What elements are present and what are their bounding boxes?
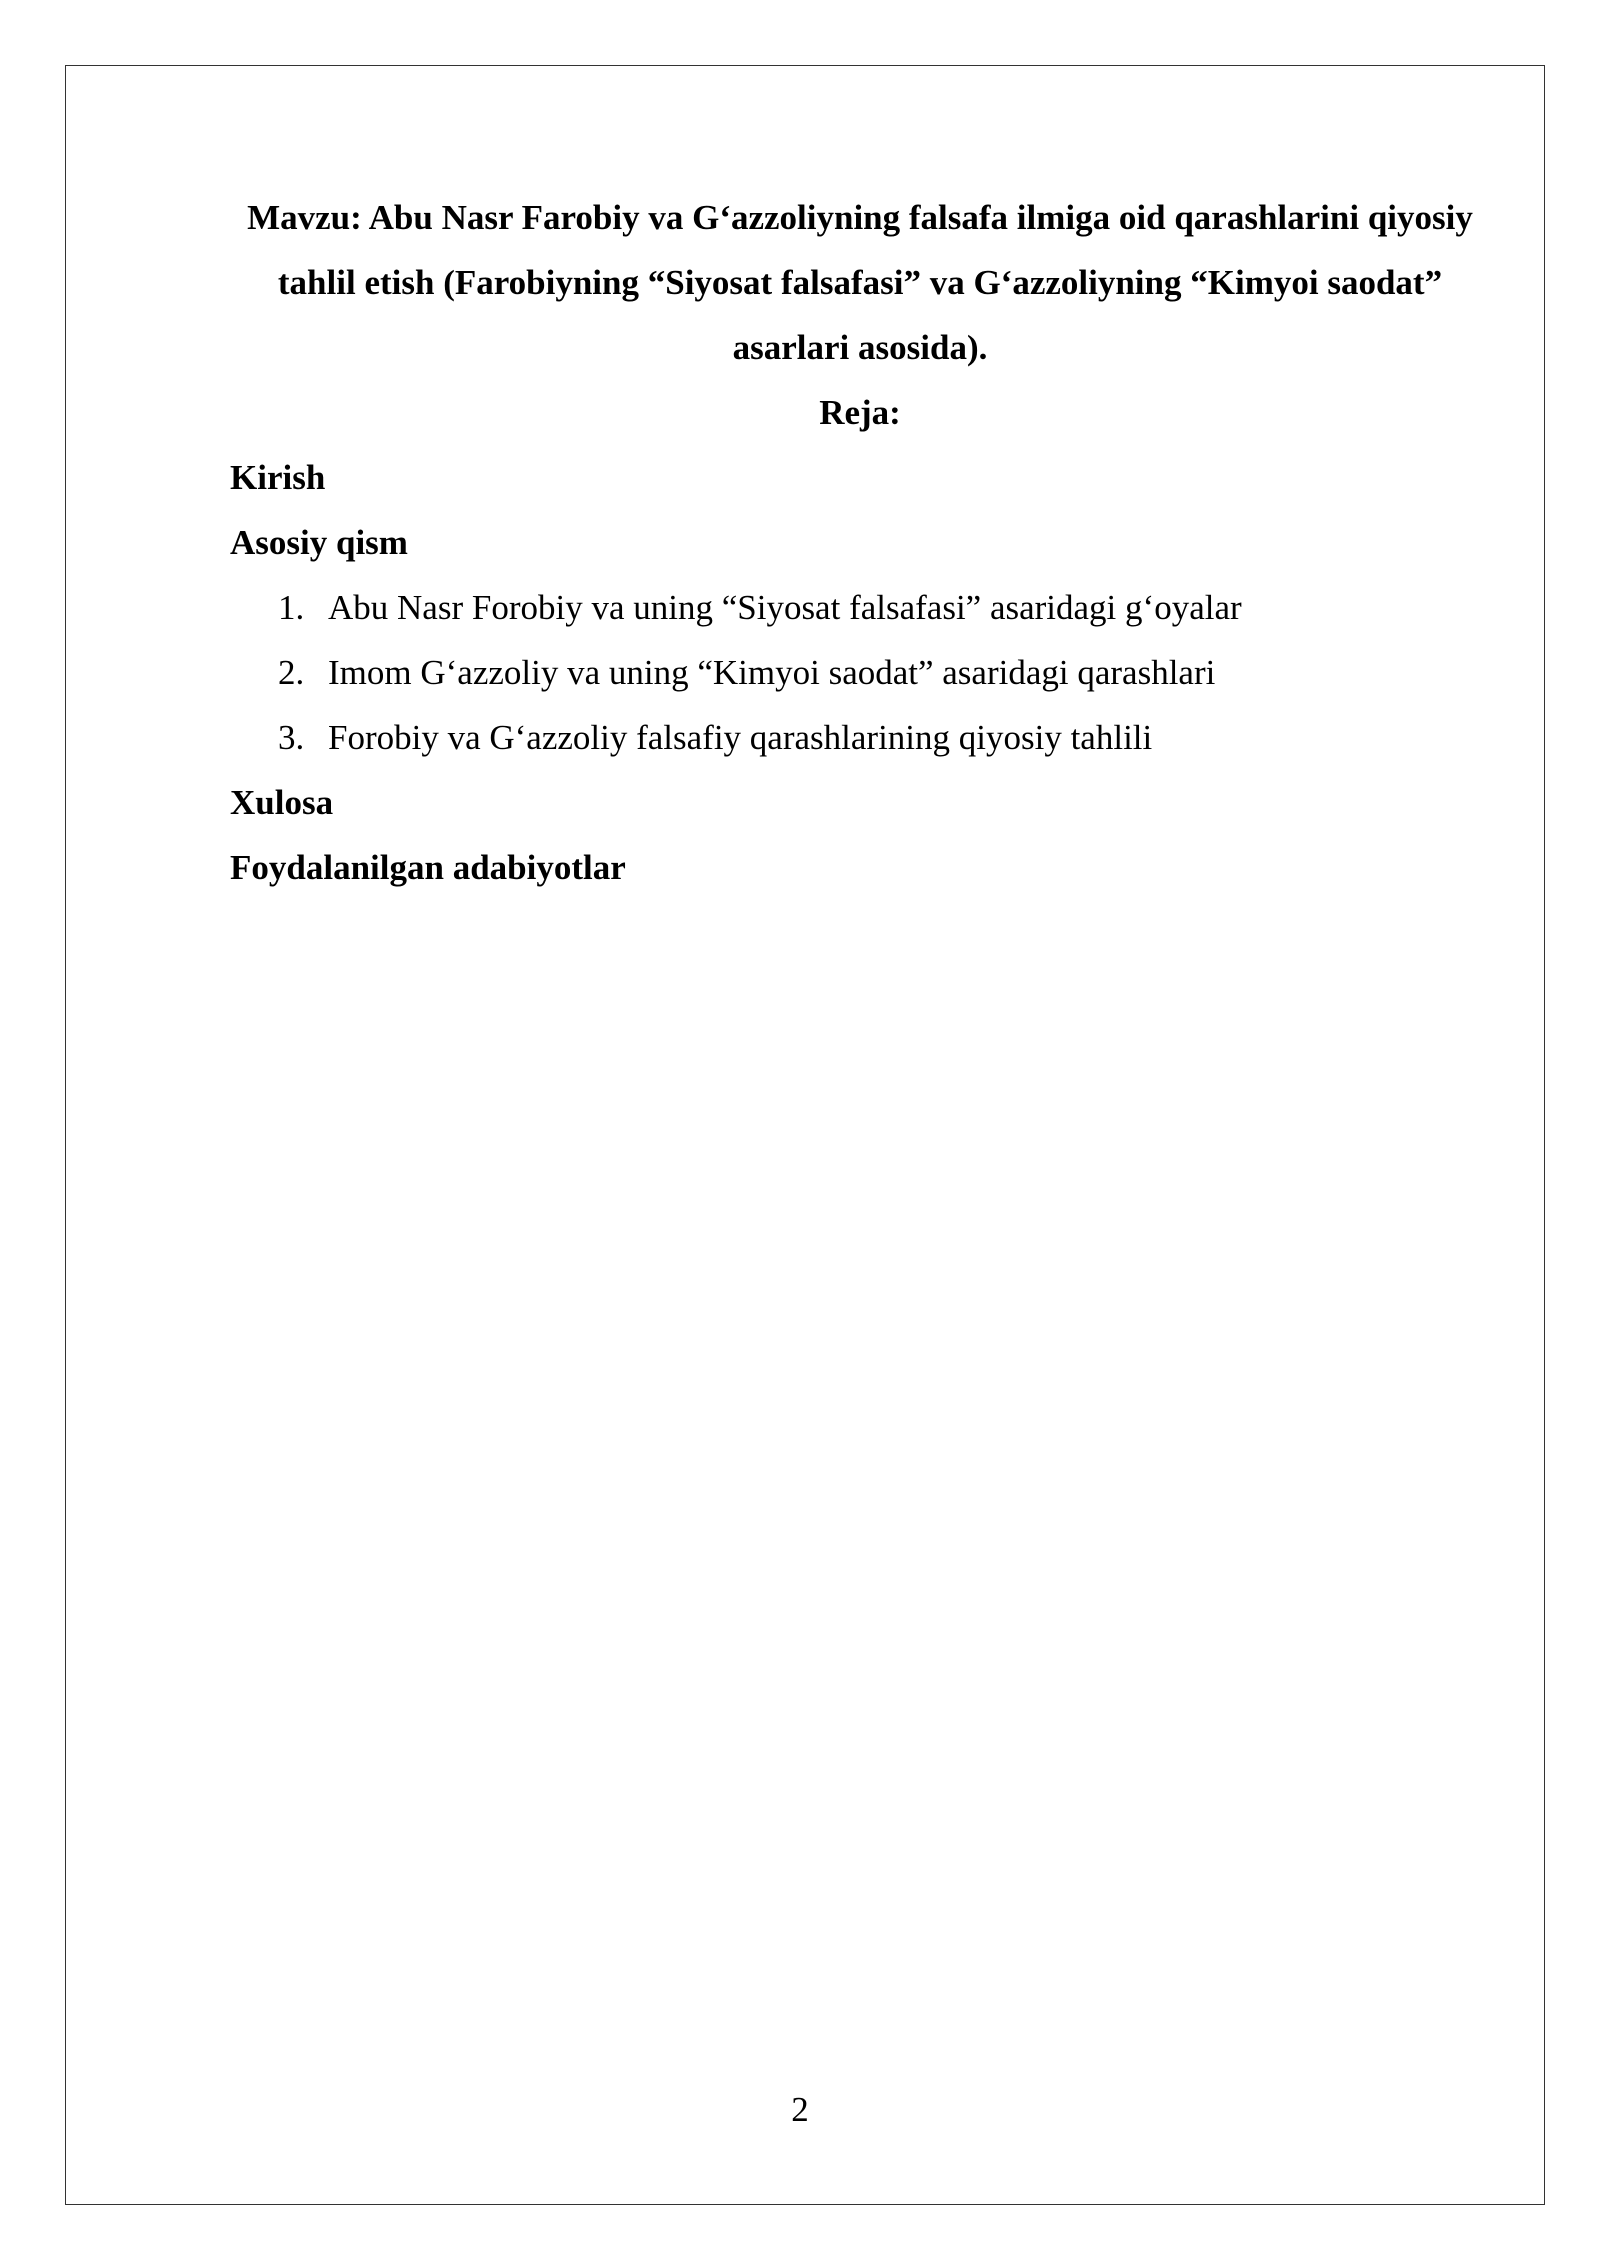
- section-conclusion: Xulosa: [230, 783, 334, 822]
- list-item-text: Imom G‘azzoliy va uning “Kimyoi saodat” asaridagi qarashlari: [328, 653, 1216, 692]
- list-item: [230, 575, 1490, 640]
- section-main-part: Asosiy qism: [230, 523, 408, 562]
- list-item-number: 1.: [278, 588, 305, 627]
- page-number: 2: [791, 2090, 809, 2129]
- list-item-text: Abu Nasr Forobiy va uning “Siyosat falsafasi” asaridagi g‘oyalar: [328, 588, 1242, 627]
- list-item-number: 3.: [278, 718, 305, 757]
- section-intro: Kirish: [230, 458, 326, 497]
- list-item-text: Forobiy va G‘azzoliy falsafiy qarashlarining qiyosiy tahlili: [328, 718, 1153, 757]
- document-body: [230, 185, 1490, 900]
- document-title: Mavzu: Abu Nasr Farobiy va G‘azzoliyning falsafa ilmiga oid qarashlarini qiyosiy tahlil etish (Farobiyning “Siyosat falsafasi” va G‘azzoliyning “Kimyoi saodat” asarlari asosida).: [247, 198, 1473, 367]
- plan-heading: Reja:: [819, 393, 901, 432]
- list-item: [230, 705, 1490, 770]
- list-item: [230, 640, 1490, 705]
- main-part-list: [230, 575, 1490, 770]
- section-references: Foydalanilgan adabiyotlar: [230, 848, 626, 887]
- list-item-number: 2.: [278, 653, 305, 692]
